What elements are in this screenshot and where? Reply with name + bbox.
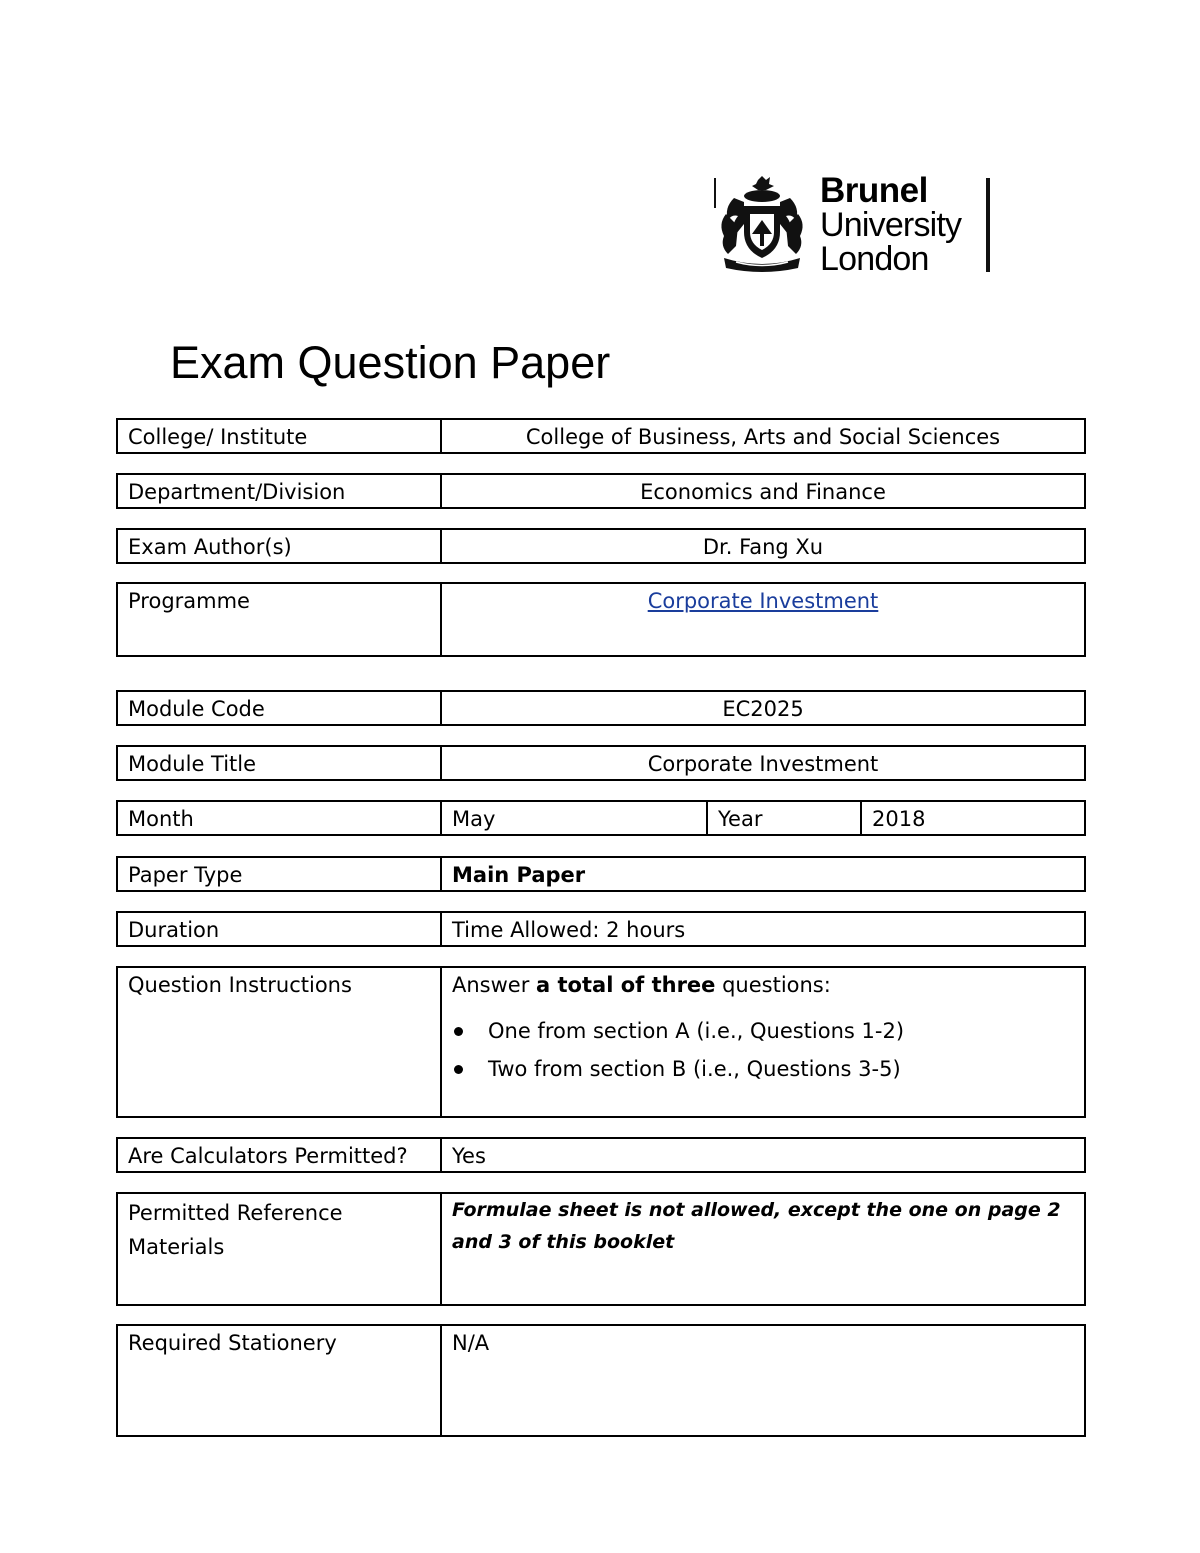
college-label: College/ Institute xyxy=(118,420,442,452)
duration-value: Time Allowed: 2 hours xyxy=(452,918,686,942)
month-value: May xyxy=(442,802,708,834)
author-label: Exam Author(s) xyxy=(118,530,442,562)
logo-line-brunel: Brunel xyxy=(820,171,928,210)
logo-divider xyxy=(986,178,990,272)
list-item: One from section A (i.e., Questions 1-2) xyxy=(452,1012,1074,1050)
row-programme xyxy=(116,582,1086,657)
programme-value-cell xyxy=(442,584,1084,655)
university-logo xyxy=(714,171,996,278)
row-month-year xyxy=(116,800,1086,836)
row-module-title xyxy=(116,745,1086,781)
list-item: Two from section B (i.e., Questions 3-5) xyxy=(452,1050,1074,1088)
row-calculators xyxy=(116,1137,1086,1173)
logo-line-london: London xyxy=(820,240,929,278)
college-value: College of Business, Arts and Social Sciences xyxy=(525,425,1001,449)
calculators-value: Yes xyxy=(452,1144,486,1168)
year-value: 2018 xyxy=(872,807,926,831)
author-value: Dr. Fang Xu xyxy=(702,535,824,559)
logo-wordmark xyxy=(820,171,962,278)
module-code-label: Module Code xyxy=(118,692,442,724)
row-college xyxy=(116,418,1086,454)
instructions-label: Question Instructions xyxy=(118,968,442,1116)
instructions-intro-prefix: Answer xyxy=(452,973,537,997)
module-title-value: Corporate Investment xyxy=(647,752,879,776)
year-label: Year xyxy=(708,802,862,834)
page-title: Exam Question Paper xyxy=(170,337,611,388)
department-value: Economics and Finance xyxy=(640,480,886,504)
logo-line-university: University xyxy=(820,206,962,244)
module-title-label: Module Title xyxy=(118,747,442,779)
paper-type-label: Paper Type xyxy=(118,858,442,890)
row-duration xyxy=(116,911,1086,947)
row-module-code xyxy=(116,690,1086,726)
department-label: Department/Division xyxy=(118,475,442,507)
calculators-label: Are Calculators Permitted? xyxy=(118,1139,442,1171)
instructions-value xyxy=(442,968,1084,1116)
programme-label: Programme xyxy=(118,584,442,655)
stationery-value: N/A xyxy=(452,1331,490,1355)
coat-of-arms-icon xyxy=(714,174,810,274)
row-instructions xyxy=(116,966,1086,1118)
paper-type-value: Main Paper xyxy=(452,863,586,887)
module-code-value: EC2025 xyxy=(722,697,804,721)
row-reference xyxy=(116,1192,1086,1306)
instructions-intro-suffix: questions: xyxy=(715,973,831,997)
row-department xyxy=(116,473,1086,509)
row-stationery xyxy=(116,1324,1086,1437)
stationery-label: Required Stationery xyxy=(118,1326,442,1435)
programme-link[interactable]: Corporate Investment xyxy=(647,589,879,613)
instructions-intro-bold-b: total of three xyxy=(557,973,716,997)
reference-value: Formulae sheet is not allowed, except the one on page 2 and 3 of this booklet xyxy=(452,1199,1061,1253)
month-label: Month xyxy=(118,802,442,834)
reference-label: Permitted Reference Materials xyxy=(118,1194,442,1304)
row-author xyxy=(116,528,1086,564)
duration-label: Duration xyxy=(118,913,442,945)
row-paper-type xyxy=(116,856,1086,892)
instructions-intro-bold-a: a xyxy=(536,973,558,997)
instructions-intro xyxy=(452,968,1074,1002)
instructions-list xyxy=(452,1012,1074,1088)
